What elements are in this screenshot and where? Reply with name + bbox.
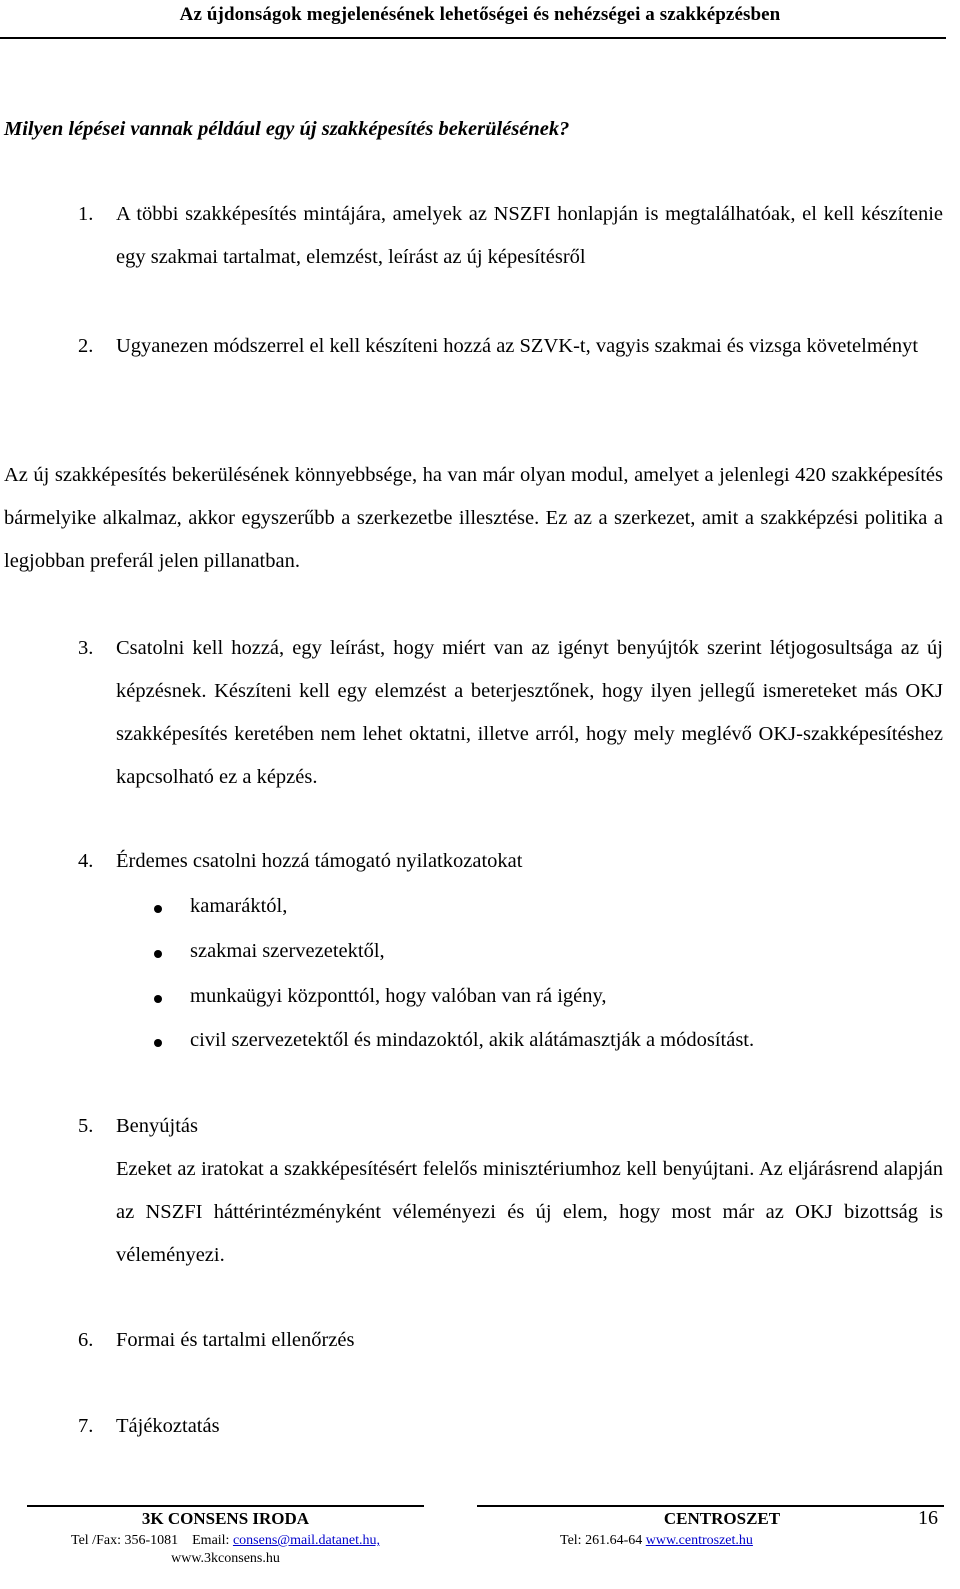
footer-rule-right <box>477 1505 944 1507</box>
step-text: Érdemes csatolni hozzá támogató nyilatkozatokat <box>116 850 523 872</box>
step-text: Tájékoztatás <box>116 1415 220 1437</box>
bullet-dot-icon <box>154 995 162 1003</box>
bullet-text: munkaügyi központtól, hogy valóban van rá igény, <box>190 985 607 1007</box>
footer-right-contact <box>560 1533 753 1549</box>
footer-rule-left <box>27 1505 424 1507</box>
bullet-dot-icon <box>154 950 162 958</box>
footer-left-web-line <box>27 1551 424 1567</box>
bullet-text: kamaráktól, <box>190 895 288 917</box>
footer-left-title: 3K CONSENS IRODA <box>141 1509 310 1528</box>
page-footer <box>0 1498 960 1589</box>
footer-right-phone: Tel: 261.64-64 <box>560 1533 643 1548</box>
footer-email-label: Email: <box>192 1533 230 1548</box>
step-text: A többi szakképesítés mintájára, amelyek az NSZFI honlapján is megtalálhatóak, el kell készítenie egy szakmai tartalmat, elemzést, leírást az új képesítésről <box>116 203 943 268</box>
page-number: 16 <box>918 1507 938 1529</box>
step-number: 1. <box>78 203 94 225</box>
step-text: Ugyanezen módszerrel el kell készíteni hozzá az SZVK-t, vagyis szakmai és vizsga követelményt <box>116 335 919 357</box>
bullet-text: civil szervezetektől és mindazoktól, akik alátámasztják a módosítást. <box>190 1029 755 1051</box>
step-number: 6. <box>78 1329 94 1351</box>
question-heading: Milyen lépései vannak például egy új szakképesítés bekerülésének? <box>4 118 570 140</box>
step-5-description: Ezeket az iratokat a szakképesítésért felelős minisztériumhoz kell benyújtani. Az eljárásrend alapján az NSZFI háttérintézményként véleményezi és új elem, hogy most már az OKJ bizottság is véleményezi. <box>116 1158 943 1266</box>
footer-left-web[interactable]: www.3kconsens.hu <box>171 1551 280 1566</box>
footer-left-contact <box>27 1533 424 1549</box>
step-text: Benyújtás <box>116 1115 198 1137</box>
page-header <box>0 0 960 40</box>
footer-left-phone: Tel /Fax: 356-1081 <box>71 1533 179 1548</box>
step-text: Formai és tartalmi ellenőrzés <box>116 1329 355 1351</box>
bullet-dot-icon <box>154 1039 162 1047</box>
step-number: 5. <box>78 1115 94 1137</box>
step-number: 2. <box>78 335 94 357</box>
footer-email-link[interactable]: consens@mail.datanet.hu, <box>232 1533 380 1548</box>
footer-right-web-link[interactable]: www.centroszet.hu <box>645 1533 753 1548</box>
step-number: 4. <box>78 850 94 872</box>
step-text: Csatolni kell hozzá, egy leírást, hogy miért van az igényt benyújtók szerint létjogosultsága az új képzésnek. Készíteni kell egy elemzést a beterjesztőnek, hogy ilyen jellegű ismereteket más OKJ szakképesítés keretében nem lehet oktatni, illetve arról, hogy mely meglévő OKJ-szakképesítéshez kapcsolható ez a képzés. <box>116 637 943 788</box>
header-title: Az újdonságok megjelenésének lehetőségei és nehézségei a szakképzésben <box>179 4 781 25</box>
middle-paragraph: Az új szakképesítés bekerülésének könnyebbsége, ha van már olyan modul, amelyet a jelenlegi 420 szakképesítés bármelyike alkalmaz, akkor egyszerűbb a szerkezetbe illesztése. Ez az a szerkezet, amit a szakképzési politika a legjobban preferál jelen pillanatban. <box>4 464 943 572</box>
header-rule <box>0 37 946 39</box>
step-number: 3. <box>78 637 94 659</box>
bullet-text: szakmai szervezetektől, <box>190 940 385 962</box>
bullet-dot-icon <box>154 905 162 913</box>
footer-right-title: CENTROSZET <box>663 1509 781 1528</box>
step-number: 7. <box>78 1415 94 1437</box>
